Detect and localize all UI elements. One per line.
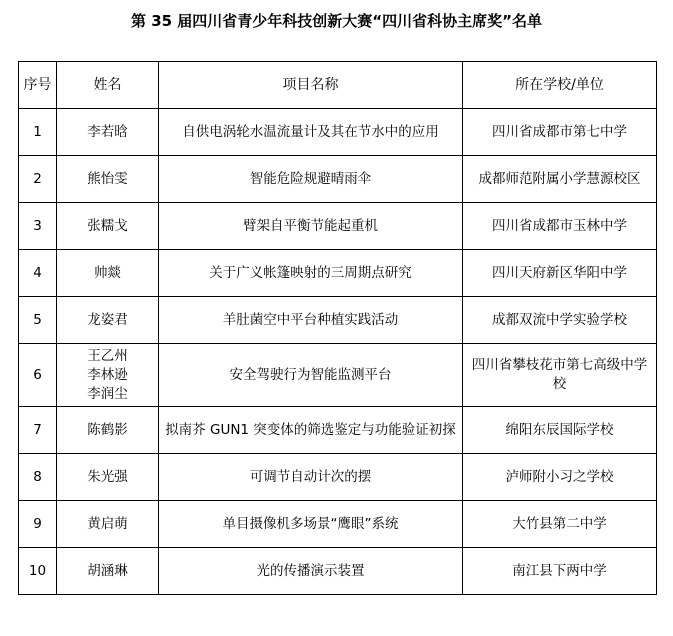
cell-school: 四川天府新区华阳中学 [463,250,657,297]
cell-name: 李若晗 [57,109,159,156]
page-title: 第 35 届四川省青少年科技创新大赛“四川省科协主席奖”名单 [130,12,543,30]
table-row [19,501,657,548]
cell-project-name: 臂架自平衡节能起重机 [159,203,463,250]
team-member-name: 李林逊 [87,366,128,383]
cell-project-name: 安全驾驶行为智能监测平台 [159,344,463,407]
cell-serial-number: 10 [19,548,57,595]
cell-project-name: 智能危险规避晴雨伞 [159,156,463,203]
cell-school: 成都双流中学实验学校 [463,297,657,344]
table-row [19,407,657,454]
table-row [19,156,657,203]
table-row [19,297,657,344]
cell-project-name: 自供电涡轮水温流量计及其在节水中的应用 [159,109,463,156]
header-name: 姓名 [57,62,159,109]
cell-serial-number: 9 [19,501,57,548]
table-row [19,454,657,501]
team-member-name: 李润尘 [87,385,128,402]
cell-name: 熊怡雯 [57,156,159,203]
cell-name [57,344,159,407]
header-serial-number: 序号 [19,62,57,109]
cell-project-name: 单目摄像机多场景“鹰眼”系统 [159,501,463,548]
cell-school: 成都师范附属小学慧源校区 [463,156,657,203]
cell-serial-number: 4 [19,250,57,297]
cell-name: 朱光强 [57,454,159,501]
cell-school: 绵阳东辰国际学校 [463,407,657,454]
cell-name: 胡涵琳 [57,548,159,595]
winners-table [18,61,657,595]
cell-school: 四川省成都市第七中学 [463,109,657,156]
cell-school: 四川省成都市玉林中学 [463,203,657,250]
table-row [19,344,657,407]
cell-project-name: 可调节自动计次的摆 [159,454,463,501]
table-row [19,548,657,595]
cell-project-name: 拟南芥 GUN1 突变体的筛选鉴定与功能验证初探 [159,407,463,454]
team-member-name: 王乙州 [87,347,128,364]
header-school: 所在学校/单位 [463,62,657,109]
table-header-row [19,62,657,109]
table-row [19,203,657,250]
cell-name: 陈鹤影 [57,407,159,454]
cell-name: 龙姿君 [57,297,159,344]
cell-serial-number: 1 [19,109,57,156]
cell-school: 大竹县第二中学 [463,501,657,548]
cell-school: 南江县下两中学 [463,548,657,595]
table-row [19,250,657,297]
cell-name: 张糯戈 [57,203,159,250]
cell-school: 泸师附小习之学校 [463,454,657,501]
cell-serial-number: 3 [19,203,57,250]
cell-serial-number: 6 [19,344,57,407]
cell-name: 黄启萌 [57,501,159,548]
cell-school: 四川省攀枝花市第七高级中学校 [463,344,657,407]
cell-project-name: 关于广义帐篷映射的三周期点研究 [159,250,463,297]
cell-project-name: 羊肚菌空中平台种植实践活动 [159,297,463,344]
cell-serial-number: 8 [19,454,57,501]
cell-project-name: 光的传播演示装置 [159,548,463,595]
cell-name: 帅燚 [57,250,159,297]
cell-serial-number: 2 [19,156,57,203]
header-project-name: 项目名称 [159,62,463,109]
cell-serial-number: 7 [19,407,57,454]
cell-serial-number: 5 [19,297,57,344]
table-row [19,109,657,156]
